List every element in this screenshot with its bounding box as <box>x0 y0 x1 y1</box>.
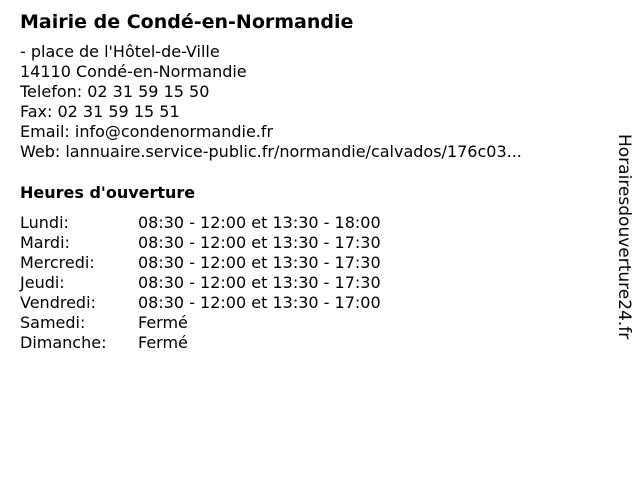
hours-time: 08:30 - 12:00 et 13:30 - 17:30 <box>138 273 381 292</box>
hours-time: Fermé <box>138 313 188 332</box>
hours-time: 08:30 - 12:00 et 13:30 - 17:30 <box>138 253 381 272</box>
hours-time: 08:30 - 12:00 et 13:30 - 17:00 <box>138 293 381 312</box>
hours-day: Lundi: <box>20 213 69 232</box>
hours-row-dimanche <box>20 333 381 353</box>
hours-row-mercredi <box>20 253 381 273</box>
hours-row-lundi <box>20 213 381 233</box>
hours-time: 08:30 - 12:00 et 13:30 - 17:30 <box>138 233 381 252</box>
web-text: Web: lannuaire.service-public.fr/normandie/calvados/176c03... <box>20 142 522 161</box>
hours-day: Mardi: <box>20 233 70 252</box>
contact-info <box>20 42 522 162</box>
phone-text: Telefon: 02 31 59 15 50 <box>20 82 210 101</box>
address-city: 14110 Condé-en-Normandie <box>20 62 247 81</box>
hours-heading: Heures d'ouverture <box>20 183 196 202</box>
page-title: Mairie de Condé-en-Normandie <box>20 11 354 33</box>
hours-day: Dimanche: <box>20 333 107 352</box>
hours-row-vendredi <box>20 293 381 313</box>
site-watermark: Horairesdouverture24.fr <box>614 134 634 340</box>
address-street: - place de l'Hôtel-de-Ville <box>20 42 220 61</box>
hours-day: Vendredi: <box>20 293 96 312</box>
hours-day: Samedi: <box>20 313 86 332</box>
hours-row-jeudi <box>20 273 381 293</box>
hours-time: Fermé <box>138 333 188 352</box>
hours-list <box>20 213 381 353</box>
hours-row-mardi <box>20 233 381 253</box>
email-text: Email: info@condenormandie.fr <box>20 122 274 141</box>
hours-time: 08:30 - 12:00 et 13:30 - 18:00 <box>138 213 381 232</box>
fax-text: Fax: 02 31 59 15 51 <box>20 102 180 121</box>
hours-day: Mercredi: <box>20 253 95 272</box>
hours-row-samedi <box>20 313 381 333</box>
hours-day: Jeudi: <box>20 273 65 292</box>
